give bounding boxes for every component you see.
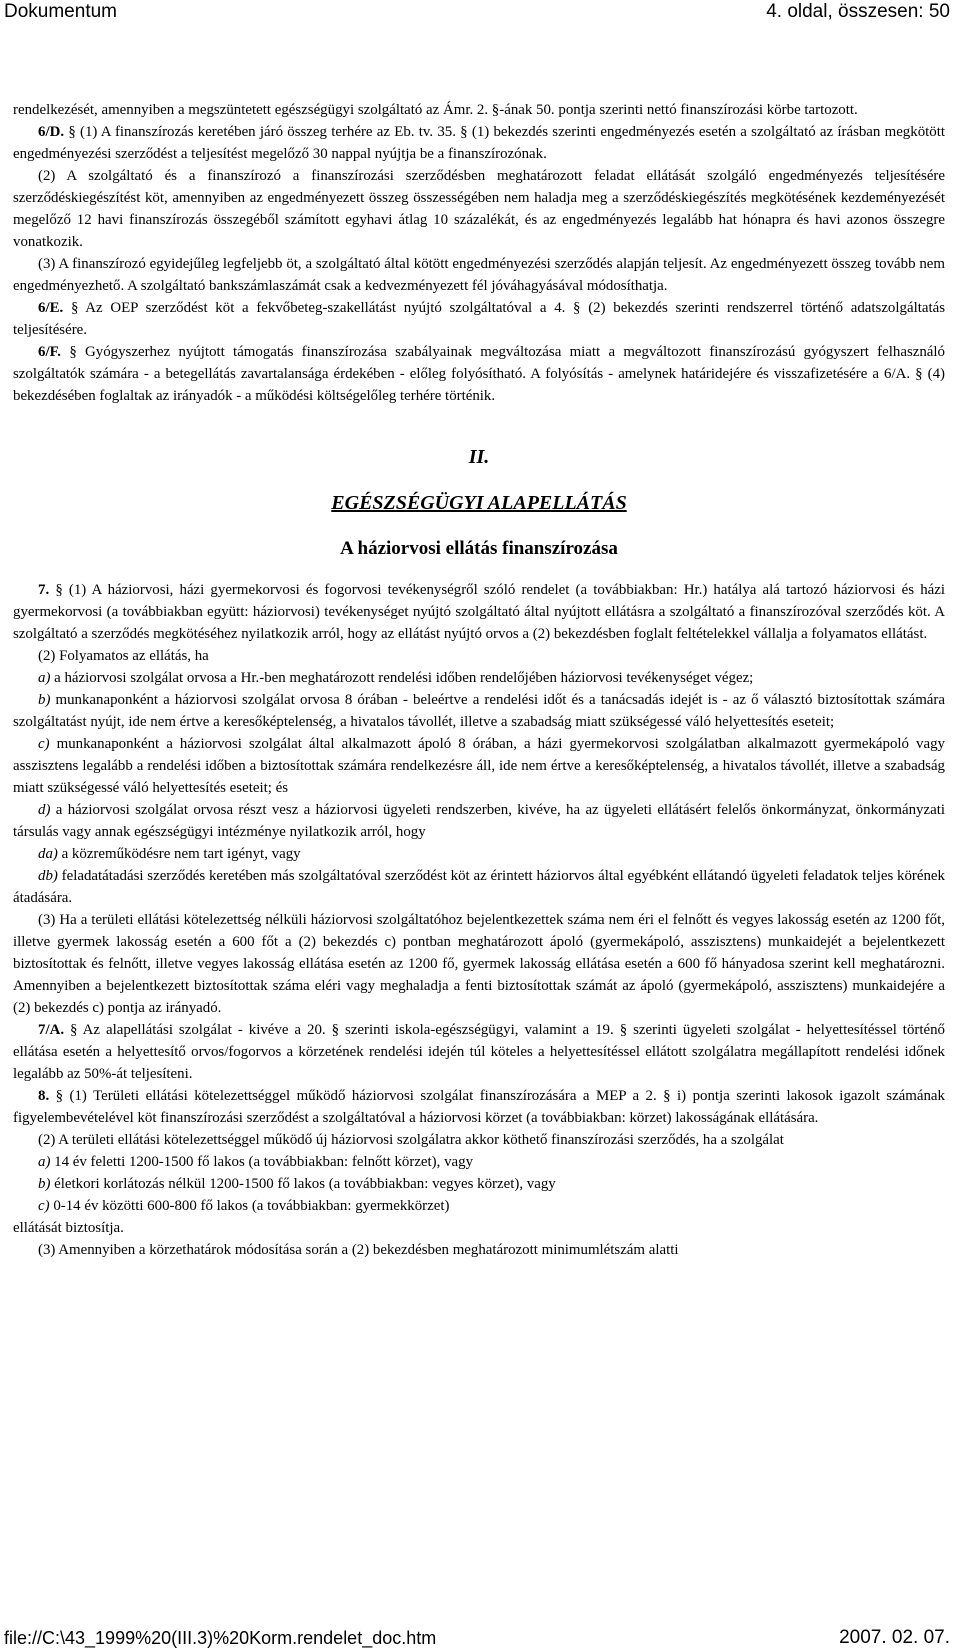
paragraph-text: § Az alapellátási szolgálat - kivéve a 20. § szerinti iskola-egészségügyi, valamint a 19. § szerinti ügyeleti szolgálat - helyettesítéssel történő ellátása esetén a helyettesítő orvos/fogorvos a körzetének rendelési idején túl köteles a helyettesítéssel ellátott szolgálatra megállapított rendelési időnek legalább az 50%-át teljesíteni. bbox=[13, 1022, 945, 1082]
paragraph bbox=[13, 99, 945, 121]
document-label: Dokumentum bbox=[4, 1, 117, 22]
paragraph bbox=[13, 1217, 945, 1239]
item-marker: b) bbox=[38, 1176, 51, 1192]
paragraph bbox=[13, 1195, 945, 1217]
page-header bbox=[0, 0, 960, 28]
paragraph bbox=[13, 733, 945, 799]
paragraph-text: § Gyógyszerhez nyújtott támogatás finanszírozása szabályainak megváltozása miatt a megváltozott finanszírozású gyógyszert felhasználó szolgáltatók számára - a betegellátás zavartalansága érdekében - előleg folyósítható. A folyósítás - amelynek határidejére és visszafizetésére a 6/A. § (4) bekezdésében foglaltak az irányadók - a működési költségelőleg terhére történik. bbox=[13, 344, 945, 404]
paragraph-text: (2) Folyamatos az ellátás, ha bbox=[38, 648, 209, 664]
section-number: 7/A. bbox=[38, 1022, 65, 1038]
file-path: file://C:\43_1999%20(III.3)%20Korm.rendelet_doc.htm bbox=[4, 1628, 437, 1648]
paragraph bbox=[13, 667, 945, 689]
section-number: 6/F. bbox=[38, 344, 62, 360]
item-marker: c) bbox=[38, 1198, 50, 1214]
document-body bbox=[13, 99, 945, 1261]
paragraph-text: (2) A szolgáltató és a finanszírozó a finanszírozási szerződésben meghatározott feladat ellátását szolgáló engedményezés teljesítésére szerződéskiegészítést köt, amennyiben az engedményezett összeg összességében nem haladja meg a szerződéskiegészítés megkötésének kezdeményezését megelőző 12 havi finanszírozás összegéből számított egyhavi átlag 10 százalékát, és az engedményezés legalább hat hónapra és havi azonos összegre vonatkozik. bbox=[13, 168, 945, 250]
paragraph bbox=[13, 297, 945, 341]
paragraph bbox=[13, 689, 945, 733]
paragraph-text: a háziorvosi szolgálat orvosa részt vesz a háziorvosi ügyeleti rendszerben, kivéve, ha az ügyeleti ellátásért felelős önkormányzat, önkormányzati társulás vagy annak egészségügyi intézménye nyilatkozik arról, hogy bbox=[13, 802, 945, 840]
chapter-number: II. bbox=[468, 446, 490, 468]
paragraph-text: (3) A finanszírozó egyidejűleg legfeljebb öt, a szolgáltató által kötött engedményezési szerződés alapján teljesít. Az engedményezett összeg tovább nem engedményezhető. A szolgáltató bankszámlaszámát csak a kedvezményezett fél jóváhagyásával módosíthatja. bbox=[13, 256, 945, 294]
item-marker: b) bbox=[38, 692, 51, 708]
paragraph bbox=[13, 1151, 945, 1173]
chapter-headings bbox=[13, 437, 945, 569]
section-before bbox=[13, 99, 945, 407]
paragraph bbox=[13, 799, 945, 843]
paragraph bbox=[13, 121, 945, 165]
print-date: 2007. 02. 07. bbox=[839, 1627, 950, 1648]
paragraph bbox=[13, 1173, 945, 1195]
paragraph bbox=[13, 865, 945, 909]
paragraph-text: életkori korlátozás nélkül 1200-1500 fő lakos (a továbbiakban: vegyes körzet), vagy bbox=[54, 1176, 556, 1192]
paragraph-text: munkanaponként a háziorvosi szolgálat orvosa 8 órában - beleértve a rendelési időt és a tanácsadás idejét is - az ő választó biztosítottak számára szolgáltatást nyújt, ide nem értve a keresőképtelenség, a hivatalos távollét, illetve a szabadság miatt szükségessé váló helyettesítés eseteit; bbox=[13, 692, 945, 730]
item-marker: db) bbox=[38, 868, 58, 884]
paragraph bbox=[13, 1129, 945, 1151]
paragraph-text: (3) Ha a területi ellátási kötelezettség nélküli háziorvosi szolgáltatóhoz bejelentkezettek száma nem éri el felnőtt és vegyes lakosság esetén az 1200 főt, illetve gyermek lakosság esetén a 600 főt a (2) bekezdés c) pontban meghatározott ápoló (gyermekápoló, asszisztens) munkaidejét a bejelentkezett biztosítottak és felnőtt, illetve vegyes lakosság ellátása esetén az 1200 fő, gyermek lakosság ellátása esetén a 600 fő hányadosa szerint kell meghatározni. Amennyiben a bejelentkezett biztosítottak száma eléri vagy meghaladja a fenti biztosítottak számát az ápoló (gyermekápoló, asszisztens) munkaidejére a (2) bekezdés c) pontja az irányadó. bbox=[13, 912, 945, 1016]
section-number: 8. bbox=[38, 1088, 50, 1104]
paragraph bbox=[13, 645, 945, 667]
paragraph-text: ellátását biztosítja. bbox=[13, 1220, 124, 1236]
paragraph-text: feladatátadási szerződés keretében más szolgáltatóval szerződést köt az érintett háziorvos által egyébként ellátandó ügyeleti feladatok teljes körének átadására. bbox=[13, 868, 945, 906]
chapter-title: EGÉSZSÉGÜGYI ALAPELLÁTÁS bbox=[331, 492, 627, 514]
section-number: 6/D. bbox=[38, 124, 65, 140]
paragraph bbox=[13, 843, 945, 865]
paragraph bbox=[13, 253, 945, 297]
paragraph bbox=[13, 1019, 945, 1085]
paragraph-text: (2) A területi ellátási kötelezettséggel működő új háziorvosi szolgálatra akkor köthető finanszírozási szerződés, ha a szolgálat bbox=[38, 1132, 784, 1148]
section-number: 6/E. bbox=[38, 300, 64, 316]
paragraph bbox=[13, 579, 945, 645]
paragraph-text: § (1) Területi ellátási kötelezettséggel működő háziorvosi szolgálat finanszírozására a MEP a 2. § i) pontja szerinti lakosok igazolt számának figyelembevételével köt finanszírozási szerződést a szolgáltatóval a háziorvosi körzet (a továbbiakban: körzet) lakosságának ellátására. bbox=[13, 1088, 945, 1126]
paragraph bbox=[13, 909, 945, 1019]
page-footer bbox=[0, 1624, 960, 1652]
section-after bbox=[13, 579, 945, 1261]
paragraph bbox=[13, 165, 945, 253]
item-marker: a) bbox=[38, 1154, 51, 1170]
paragraph-text: munkanaponként a háziorvosi szolgálat által alkalmazott ápoló 8 órában, a házi gyermekorvosi szolgálatban alkalmazott gyermekápoló vagy asszisztens legalább a rendelési időben a biztosítottak számára rendelkezésre áll, ide nem értve a keresőképtelenség, a hivatalos távollét, illetve a szabadság miatt szükségessé váló helyettesítés eseteit; és bbox=[13, 736, 945, 796]
paragraph-text: a háziorvosi szolgálat orvosa a Hr.-ben meghatározott rendelési időben rendelőjében háziorvosi tevékenységet végez; bbox=[54, 670, 754, 686]
paragraph-text: (3) Amennyiben a körzethatárok módosítása során a (2) bekezdésben meghatározott minimumlétszám alatti bbox=[38, 1242, 679, 1258]
section-title: A háziorvosi ellátás finanszírozása bbox=[340, 538, 618, 559]
item-marker: d) bbox=[38, 802, 51, 818]
page-counter: 4. oldal, összesen: 50 bbox=[766, 1, 950, 22]
item-marker: c) bbox=[38, 736, 50, 752]
paragraph-text: § (1) A finanszírozás keretében járó összeg terhére az Eb. tv. 35. § (1) bekezdés szerinti engedményezés esetén a szolgáltató az írásban megkötött engedményezési szerződést a teljesítést megelőző 30 nappal nyújtja be a finanszírozónak. bbox=[13, 124, 945, 162]
paragraph-text: § (1) A háziorvosi, házi gyermekorvosi és fogorvosi tevékenységről szóló rendelet (a továbbiakban: Hr.) hatálya alá tartozó háziorvosi és házi gyermekorvosi (a továbbiakban együtt: háziorvosi) tevékenységet nyújtó szolgáltató által nyújtott ellátásra a szolgáltató a finanszírozóval szerződés köt. A szolgáltató a szerződés megkötéséhez nyilatkozik arról, hogy az ellátást nyújtó orvos a (2) bekezdésben foglalt feltételekkel vállalja a folyamatos ellátást. bbox=[13, 582, 945, 642]
item-marker: a) bbox=[38, 670, 51, 686]
paragraph bbox=[13, 1085, 945, 1129]
section-number: 7. bbox=[38, 582, 50, 598]
paragraph-text: rendelkezését, amennyiben a megszüntetett egészségügyi szolgáltató az Ámr. 2. §-ának 50. pontja szerinti nettó finanszírozási körbe tartozott. bbox=[13, 102, 858, 118]
paragraph bbox=[13, 341, 945, 407]
paragraph-text: a közreműködésre nem tart igényt, vagy bbox=[61, 846, 301, 862]
paragraph-text: 14 év feletti 1200-1500 fő lakos (a továbbiakban: felnőtt körzet), vagy bbox=[54, 1154, 474, 1170]
paragraph bbox=[13, 1239, 945, 1261]
paragraph-text: § Az OEP szerződést köt a fekvőbeteg-szakellátást nyújtó szolgáltatóval a 4. § (2) bekezdés szerinti rendszerrel történő adatszolgáltatás teljesítésére. bbox=[13, 300, 945, 338]
item-marker: da) bbox=[38, 846, 58, 862]
paragraph-text: 0-14 év közötti 600-800 fő lakos (a továbbiakban: gyermekkörzet) bbox=[53, 1198, 450, 1214]
